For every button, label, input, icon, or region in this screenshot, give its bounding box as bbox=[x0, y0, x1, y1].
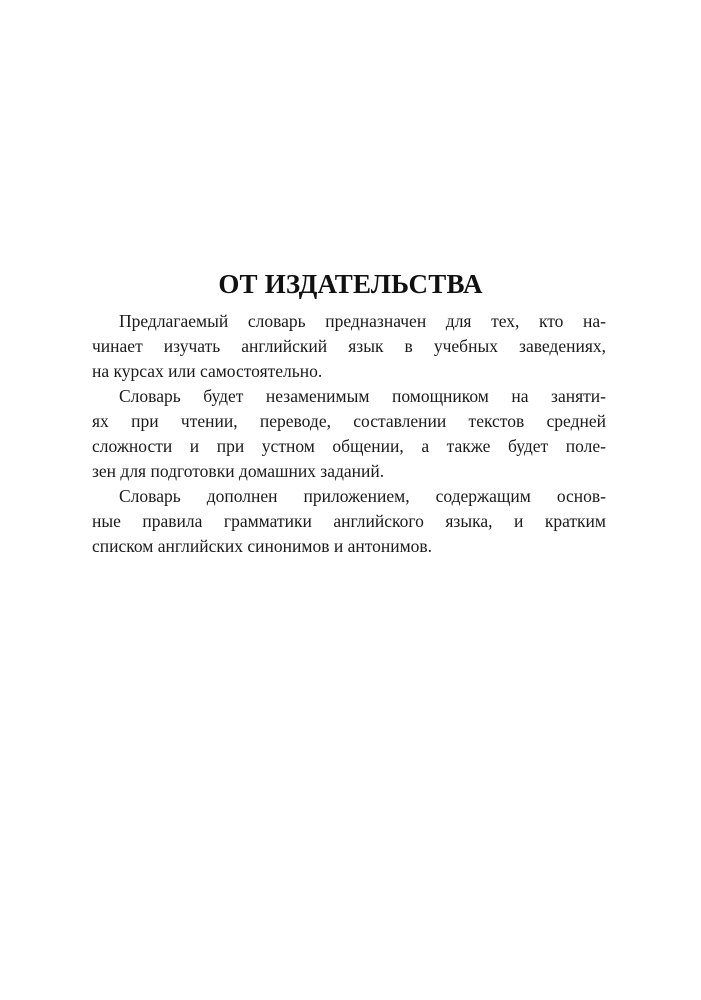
text-line: Предлагаемый словарь предназначен для тех, кто на- bbox=[119, 311, 606, 331]
text-line: списком английских синонимов и антонимов. bbox=[92, 536, 433, 556]
text-line: на курсах или самостоятельно. bbox=[92, 361, 323, 381]
text-line: Словарь дополнен приложением, содержащим основ- bbox=[119, 486, 606, 506]
text-line: чинает изучать английский язык в учебных заведениях, bbox=[92, 336, 606, 356]
text-line: сложности и при устном общении, а также будет поле- bbox=[92, 436, 606, 456]
section-heading: ОТ ИЗДАТЕЛЬСТВА bbox=[218, 269, 483, 299]
text-line: Словарь будет незаменимым помощником на заняти- bbox=[119, 386, 606, 406]
text-line: ях при чтении, переводе, составлении текстов средней bbox=[92, 411, 606, 431]
text-line: зен для подготовки домашних заданий. bbox=[92, 461, 385, 481]
text-line: ные правила грамматики английского языка, и кратким bbox=[92, 511, 606, 531]
